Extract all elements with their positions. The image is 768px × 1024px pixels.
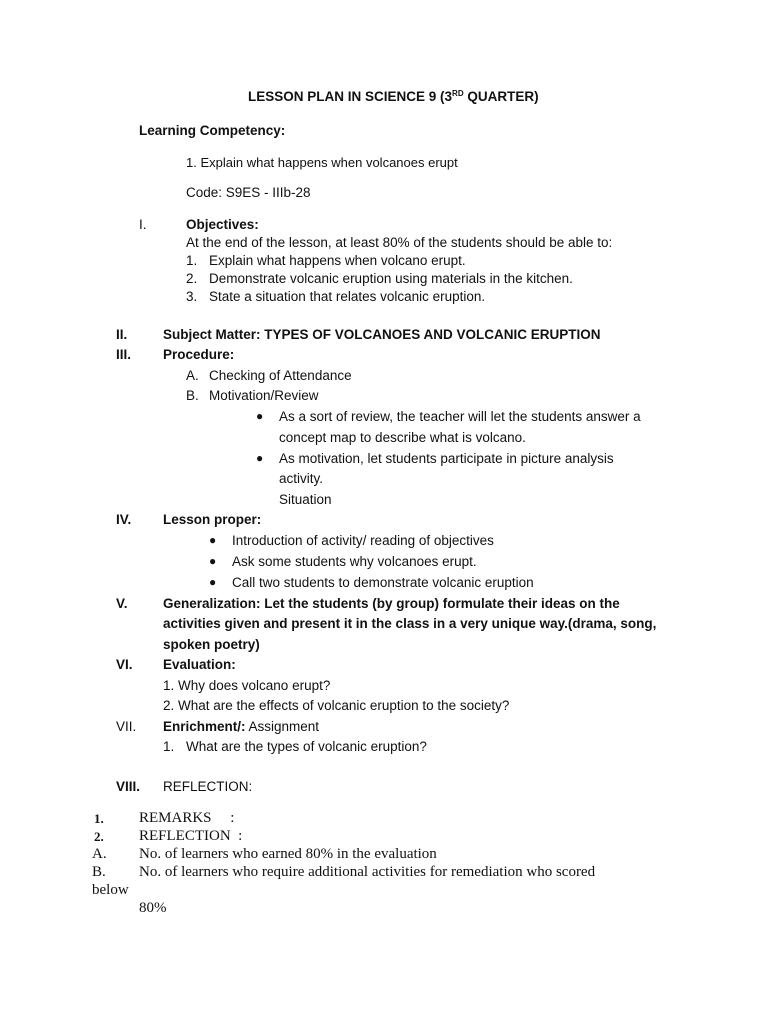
objective-number: 1. <box>186 253 198 268</box>
enrichment-label: Enrichment/: <box>163 719 246 734</box>
footer-mark: A. <box>92 846 107 862</box>
subject-matter: Subject Matter: TYPES OF VOLCANOES AND VOLCANIC ERUPTION <box>163 327 601 342</box>
reflection-heading: REFLECTION: <box>163 779 253 794</box>
generalization-line: Generalization: Let the students (by group) formulate their ideas on the <box>163 596 620 611</box>
learning-competency-item: 1. Explain what happens when volcanoes erupt <box>186 155 458 170</box>
learners-remediation: No. of learners who require additional activities for remediation who scored <box>139 864 596 880</box>
bullet-icon: ● <box>209 533 217 547</box>
title-text: LESSON PLAN IN SCIENCE 9 (3 <box>248 89 453 104</box>
footer-below: below <box>92 882 129 898</box>
bullet-icon: ● <box>256 409 264 423</box>
learners-earned: No. of learners who earned 80% in the evaluation <box>139 846 437 862</box>
objectives-intro: At the end of the lesson, at least 80% of the students should be able to: <box>186 235 613 250</box>
title-superscript: RD <box>452 89 464 98</box>
procedure-bullet-line: As motivation, let students participate in picture analysis <box>279 451 614 466</box>
procedure-bullet-line: concept map to describe what is volcano. <box>279 430 526 445</box>
bullet-icon: ● <box>209 575 217 589</box>
enrichment-item: What are the types of volcanic eruption? <box>186 739 427 754</box>
procedure-bullet-line: As a sort of review, the teacher will let the students answer a <box>279 409 641 424</box>
procedure-letter: A. <box>186 368 199 383</box>
objective-number: 3. <box>186 289 198 304</box>
footer-mark: 1. <box>94 811 104 826</box>
learning-competency-heading: Learning Competency: <box>139 123 286 138</box>
lesson-proper-numeral: IV. <box>116 512 132 527</box>
competency-code: Code: S9ES - IIIb-28 <box>186 185 311 200</box>
reflection-label: REFLECTION : <box>139 828 243 844</box>
evaluation-heading: Evaluation: <box>163 657 236 672</box>
evaluation-numeral: VI. <box>116 657 133 672</box>
enrichment-heading <box>163 720 319 734</box>
enrichment-numeral: VII. <box>116 719 137 734</box>
remarks-label: REMARKS : <box>139 810 235 826</box>
objective-text: Explain what happens when volcano erupt. <box>209 253 466 268</box>
lesson-proper-item: Call two students to demonstrate volcanic eruption <box>232 575 534 590</box>
objective-text: Demonstrate volcanic eruption using materials in the kitchen. <box>209 271 573 286</box>
lesson-proper-item: Introduction of activity/ reading of objectives <box>232 533 494 548</box>
evaluation-item: 1. Why does volcano erupt? <box>163 678 331 693</box>
procedure-item: Motivation/Review <box>209 388 319 403</box>
enrichment-item-number: 1. <box>163 739 175 754</box>
objective-text: State a situation that relates volcanic eruption. <box>209 289 486 304</box>
enrichment-rest: Assignment <box>245 719 320 734</box>
title-suffix: QUARTER) <box>463 89 539 104</box>
procedure-heading: Procedure: <box>163 347 235 362</box>
procedure-numeral: III. <box>116 347 132 362</box>
page-title <box>248 90 539 104</box>
generalization-line: spoken poetry) <box>163 637 260 652</box>
objective-number: 2. <box>186 271 198 286</box>
generalization-line: activities given and present it in the class in a very unique way.(drama, song, <box>163 616 657 631</box>
subject-matter-numeral: II. <box>116 327 128 342</box>
objectives-numeral: I. <box>139 217 147 232</box>
evaluation-item: 2. What are the effects of volcanic eruption to the society? <box>163 698 510 713</box>
reflection-numeral: VIII. <box>116 779 141 794</box>
generalization-numeral: V. <box>116 596 128 611</box>
procedure-situation: Situation <box>279 492 332 507</box>
procedure-item: Checking of Attendance <box>209 368 352 383</box>
footer-percent: 80% <box>139 900 167 916</box>
objectives-heading: Objectives: <box>186 217 259 232</box>
footer-mark: B. <box>92 864 106 880</box>
procedure-bullet-line: activity. <box>279 471 324 486</box>
bullet-icon: ● <box>256 451 264 465</box>
lesson-proper-item: Ask some students why volcanoes erupt. <box>232 554 477 569</box>
procedure-letter: B. <box>186 388 199 403</box>
bullet-icon: ● <box>209 554 217 568</box>
footer-mark: 2. <box>94 829 104 844</box>
lesson-proper-heading: Lesson proper: <box>163 512 262 527</box>
